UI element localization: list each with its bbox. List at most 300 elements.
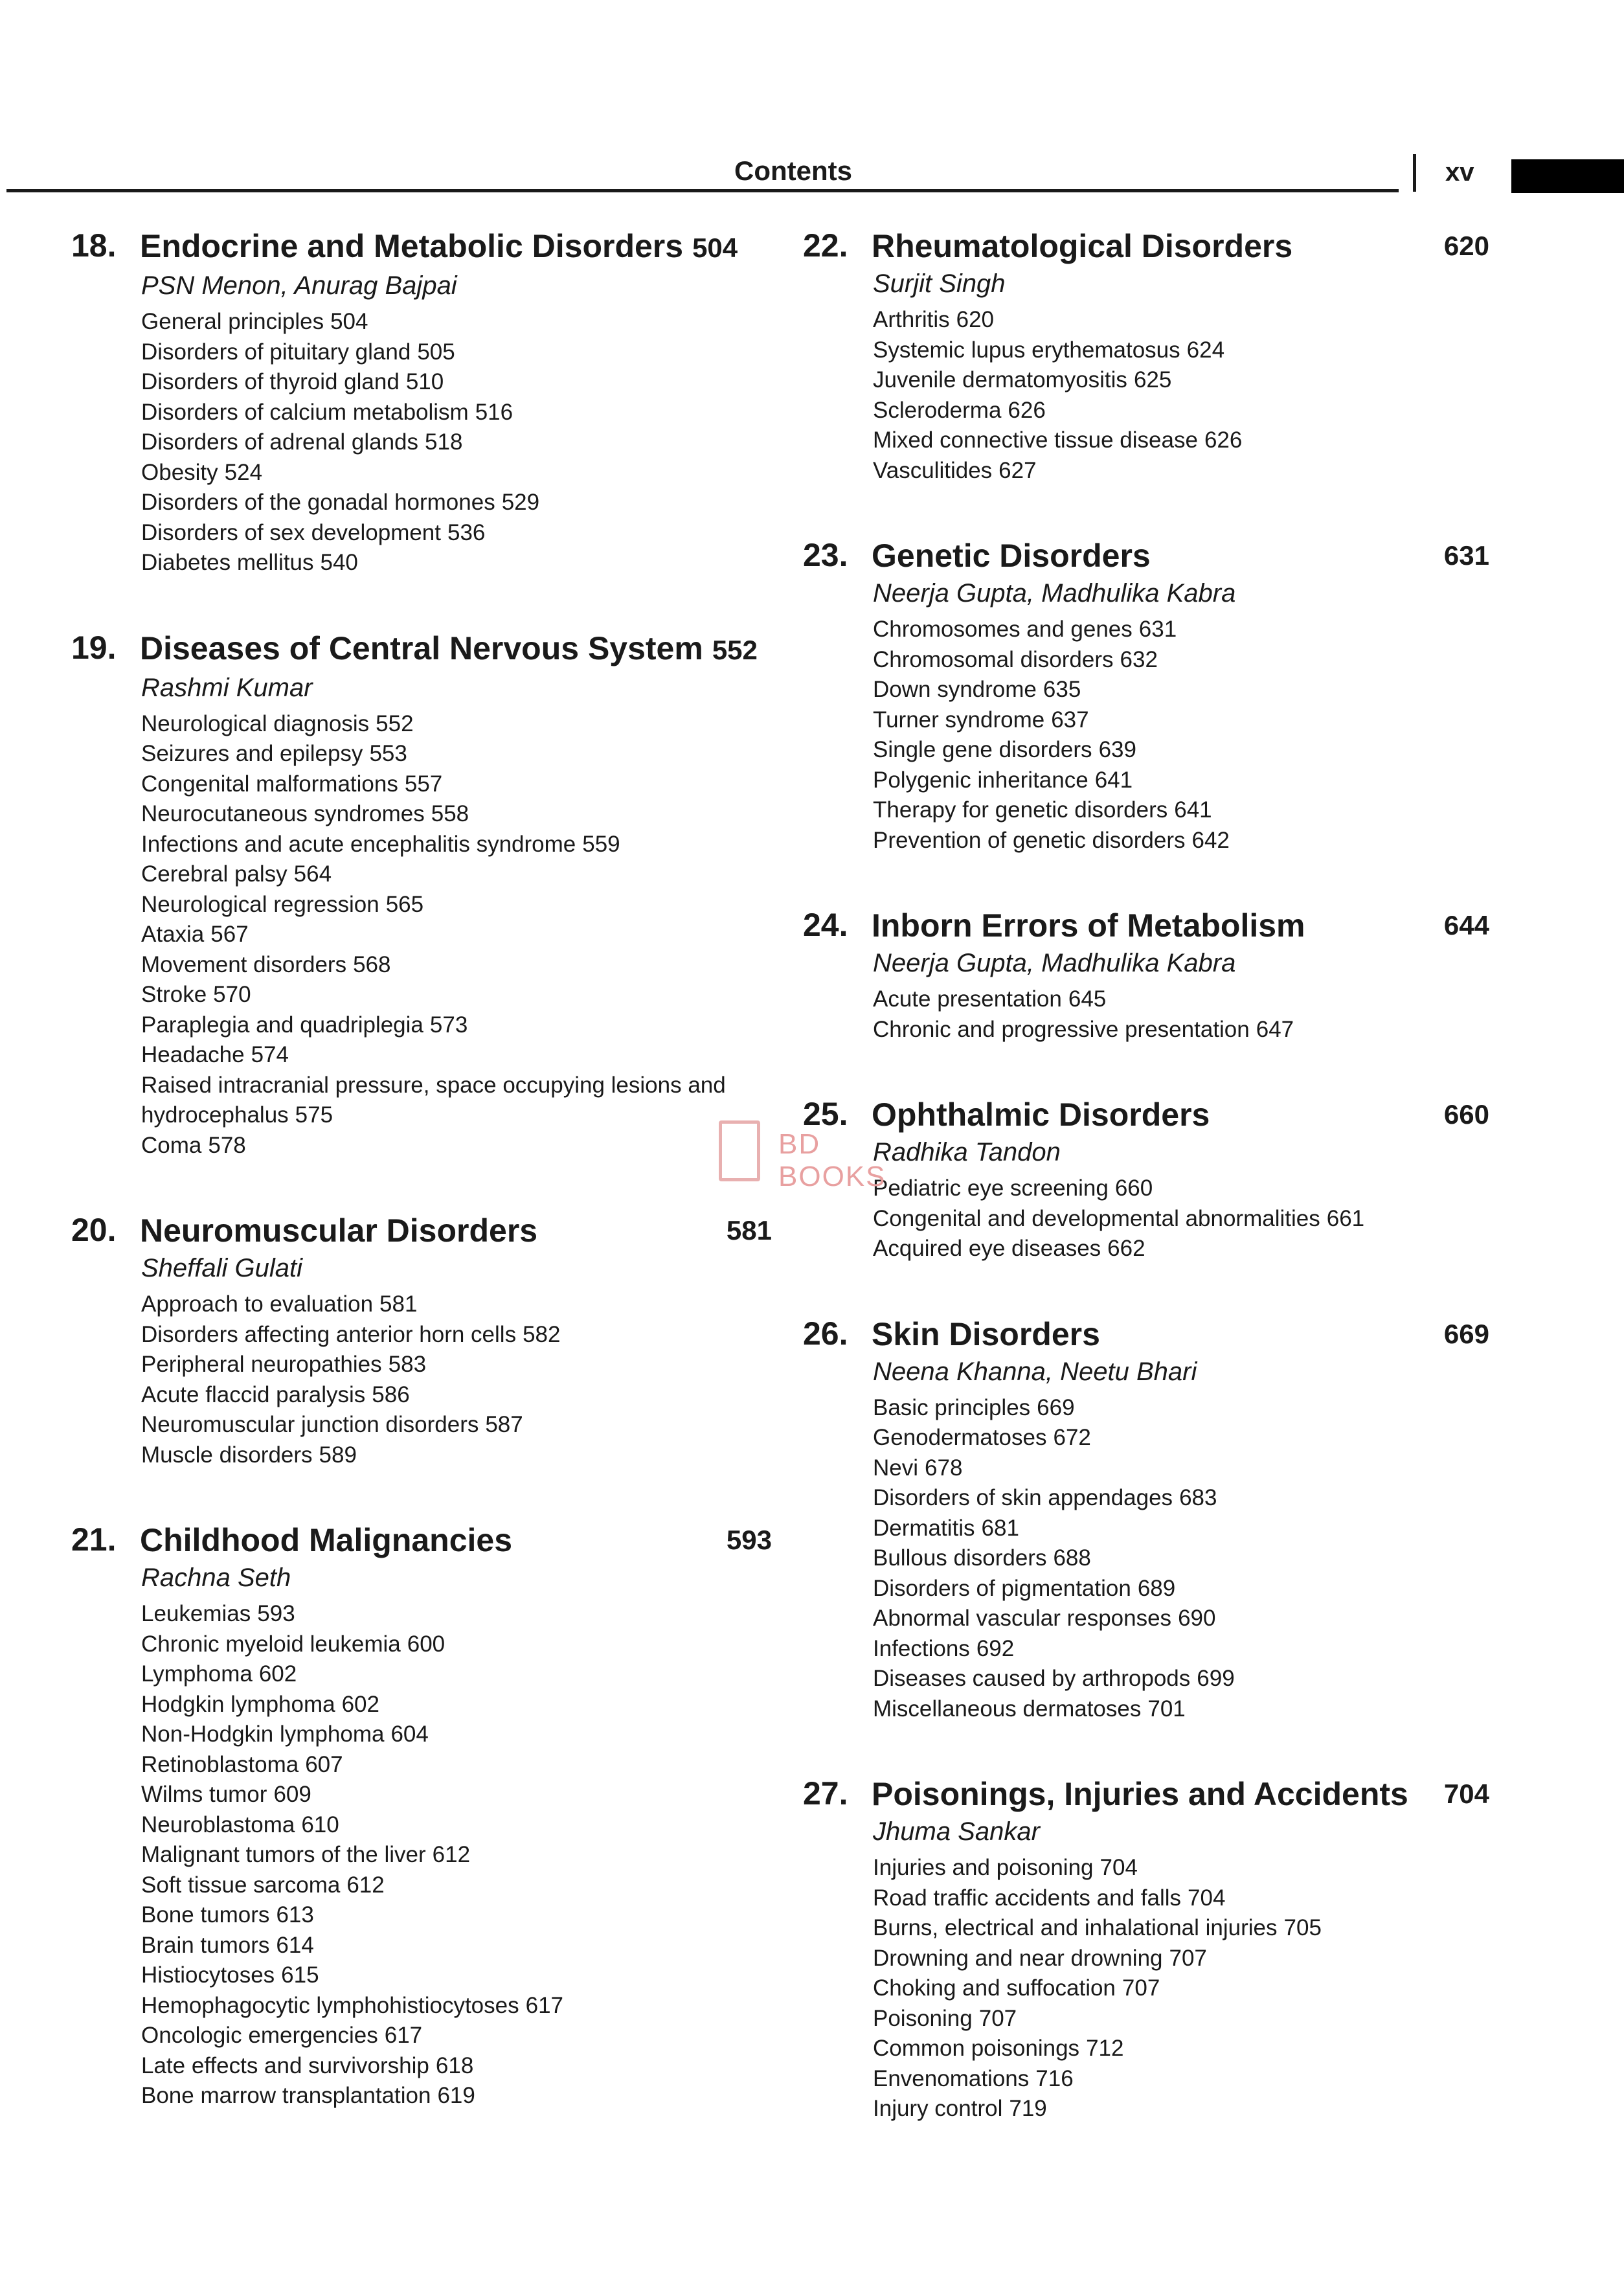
topic-item: [141, 1780, 772, 1810]
topic-title: Cerebral palsy: [141, 861, 288, 887]
chapter-number: 21.: [71, 1521, 117, 1558]
topic-title: Paraplegia and quadriplegia: [141, 1012, 423, 1038]
topic-item: [141, 980, 772, 1010]
topic-page: 707: [978, 2005, 1017, 2031]
topic-item: [141, 1599, 772, 1630]
topic-title: Neuroblastoma: [141, 1812, 295, 1837]
topic-page: 600: [407, 1631, 445, 1657]
topic-item: [873, 1514, 1489, 1544]
topic-page: 524: [224, 459, 263, 485]
topic-title: Infections and acute encephalitis syndrome: [141, 831, 576, 857]
contents-column-right: [803, 227, 1489, 2175]
topic-item: [141, 769, 772, 800]
chapter-page: 704: [1443, 1779, 1489, 1809]
topic-title: Dermatitis: [873, 1515, 975, 1541]
topic-title: Neuromuscular junction disorders: [141, 1412, 479, 1437]
topic-page: 570: [213, 982, 251, 1007]
thumb-tab: [1511, 159, 1624, 193]
topic-page: 672: [1053, 1425, 1091, 1450]
topic-title: Neurocutaneous syndromes: [141, 801, 425, 826]
chapter-page: 644: [1443, 910, 1489, 940]
topic-item: [141, 1810, 772, 1841]
topic-item: [873, 1853, 1489, 1883]
topic-list: [873, 615, 1489, 856]
chapter-entry: [71, 1521, 772, 2111]
chapter-authors: Neerja Gupta, Madhulika Kabra: [873, 949, 1236, 977]
topic-title: Envenomations: [873, 2065, 1030, 2091]
topic-title: Infections: [873, 1635, 970, 1661]
topic-title: Pediatric eye screening: [873, 1176, 1109, 1201]
topic-title: Approach to evaluation: [141, 1291, 374, 1317]
topic-item: [873, 1944, 1489, 1974]
topic-title: Hemophagocytic lymphohistiocytoses: [141, 1992, 519, 2018]
topic-item: [141, 1720, 772, 1750]
running-header-title: Contents: [734, 155, 852, 186]
topic-item: [141, 1750, 772, 1780]
topic-page: 619: [437, 2083, 475, 2108]
topic-page: 642: [1191, 827, 1230, 853]
topic-item: [141, 1840, 772, 1870]
chapter-entry: [803, 1095, 1489, 1264]
topic-title: Headache: [141, 1042, 245, 1067]
topic-list: [873, 1174, 1489, 1264]
topic-page: 567: [210, 922, 249, 947]
topic-title: Hodgkin lymphoma: [141, 1691, 335, 1717]
topic-item: [873, 766, 1489, 796]
chapter-number: 26.: [803, 1315, 848, 1352]
topic-item: [141, 337, 772, 368]
watermark: [719, 1115, 900, 1192]
topic-page: 607: [305, 1751, 343, 1777]
topic-title: Chromosomes and genes: [873, 617, 1133, 642]
topic-title: Bone tumors: [141, 1902, 270, 1927]
topic-item: [873, 1634, 1489, 1665]
topic-page: 558: [431, 801, 469, 826]
topic-item: [873, 1574, 1489, 1604]
chapter-heading: [803, 536, 1489, 575]
chapter-heading: [803, 1095, 1489, 1134]
chapter-number: 23.: [803, 537, 848, 573]
topic-item: [873, 456, 1489, 486]
topic-page: 552: [376, 710, 414, 736]
topic-title: Oncologic emergencies: [141, 2023, 378, 2048]
topic-item: [141, 1350, 772, 1380]
chapter-entry: [803, 906, 1489, 1045]
topic-item: [141, 859, 772, 890]
topic-page: 689: [1137, 1575, 1176, 1601]
topic-item: [141, 398, 772, 428]
topic-page: 704: [1100, 1855, 1138, 1880]
topic-item: [141, 1659, 772, 1690]
chapter-authors: Rachna Seth: [141, 1563, 291, 1592]
topic-title: Burns, electrical and inhalational injuries: [873, 1915, 1278, 1940]
chapter-entry: [803, 1775, 1489, 2124]
topic-page: 641: [1174, 797, 1212, 823]
topic-item: [141, 1870, 772, 1901]
topic-page: 681: [981, 1515, 1019, 1541]
topic-title: Late effects and survivorship: [141, 2052, 429, 2078]
topic-item: [141, 1131, 772, 1161]
topic-item: [141, 799, 772, 830]
topic-title: Neurological regression: [141, 891, 379, 917]
header-divider: [1413, 154, 1416, 192]
topic-item: [873, 735, 1489, 766]
topic-page: 564: [293, 861, 332, 887]
contents-column-left: [71, 227, 772, 2162]
topic-title: Injuries and poisoning: [873, 1855, 1094, 1880]
chapter-number: 25.: [803, 1096, 848, 1132]
topic-title: Disorders of pituitary gland: [141, 339, 411, 365]
chapter-heading: [803, 227, 1489, 266]
topic-page: 707: [1122, 1975, 1160, 2001]
topic-page: 704: [1188, 1885, 1226, 1911]
topic-title: Chromosomal disorders: [873, 646, 1114, 672]
topic-page: 559: [582, 831, 620, 857]
topic-page: 683: [1179, 1485, 1217, 1510]
topic-item: [873, 826, 1489, 856]
topic-page: 612: [346, 1872, 385, 1898]
chapter-heading: [71, 227, 772, 267]
topic-item: [141, 1931, 772, 1961]
topic-page: 631: [1138, 617, 1177, 642]
chapter-authors: Sheffali Gulati: [141, 1254, 303, 1282]
topic-title: Non-Hodgkin lymphoma: [141, 1722, 385, 1747]
chapter-entry: [71, 227, 772, 578]
topic-page: 637: [1051, 707, 1089, 733]
topic-title: Diabetes mellitus: [141, 550, 314, 575]
topic-page: 620: [956, 307, 995, 332]
topic-item: [873, 365, 1489, 396]
topic-page: 540: [320, 550, 358, 575]
topic-page: 635: [1043, 677, 1081, 702]
topic-page: 582: [523, 1321, 561, 1347]
topic-page: 518: [425, 429, 463, 455]
topic-title: Bone marrow transplantation: [141, 2083, 431, 2108]
topic-item: [141, 1440, 772, 1471]
topic-page: 612: [432, 1842, 471, 1867]
topic-title: Disorders of pigmentation: [873, 1575, 1131, 1601]
topic-title: Obesity: [141, 459, 218, 485]
topic-title: Road traffic accidents and falls: [873, 1885, 1182, 1911]
topic-item: [873, 305, 1489, 335]
chapter-page: 593: [726, 1525, 772, 1555]
chapter-title: Genetic Disorders: [872, 538, 1151, 574]
chapter-authors: Surjit Singh: [873, 269, 1006, 298]
topic-item: [873, 2034, 1489, 2064]
topic-page: 578: [208, 1132, 246, 1158]
topic-page: 557: [404, 771, 443, 797]
topic-title: Single gene disorders: [873, 737, 1092, 762]
topic-page: 719: [1009, 2096, 1047, 2121]
topic-page: 660: [1114, 1176, 1153, 1201]
topic-item: [873, 1393, 1489, 1424]
chapter-entry: [71, 1211, 772, 1470]
topic-item: [873, 2064, 1489, 2095]
topic-title: General principles: [141, 309, 324, 334]
topic-title: Soft tissue sarcoma: [141, 1872, 341, 1898]
topic-page: 632: [1120, 646, 1158, 672]
topic-title: Raised intracranial pressure, space occupying lesions and: [141, 1072, 726, 1098]
topic-page: 575: [295, 1102, 333, 1128]
topic-page: 553: [369, 741, 407, 766]
topic-page: 626: [1204, 427, 1243, 453]
topic-item: [141, 2081, 772, 2111]
topic-page: 602: [341, 1691, 379, 1717]
topic-page: 505: [417, 339, 455, 365]
topic-title: Disorders affecting anterior horn cells: [141, 1321, 517, 1347]
topic-item: [141, 739, 772, 769]
topic-item: [873, 1973, 1489, 2004]
topic-title: Therapy for genetic disorders: [873, 797, 1168, 823]
topic-page: 692: [976, 1635, 1015, 1661]
chapter-page: 669: [1443, 1318, 1489, 1349]
topic-item: [873, 1883, 1489, 1914]
topic-page: 589: [319, 1442, 357, 1468]
topic-list: [141, 709, 772, 1161]
topic-item: [141, 920, 772, 950]
topic-title: Injury control: [873, 2096, 1003, 2121]
topic-item: [873, 1204, 1489, 1234]
topic-title: Disorders of adrenal glands: [141, 429, 419, 455]
topic-item: [873, 426, 1489, 456]
chapter-number: 27.: [803, 1775, 848, 1812]
chapter-page: 631: [1443, 540, 1489, 571]
topic-item: [873, 615, 1489, 645]
topic-page: 699: [1197, 1666, 1235, 1691]
topic-title: Drowning and near drowning: [873, 1945, 1163, 1971]
topic-title: Stroke: [141, 982, 207, 1007]
topic-item: [873, 1694, 1489, 1725]
topic-item: [141, 518, 772, 549]
topic-title: Disorders of calcium metabolism: [141, 399, 469, 425]
chapter-entry: [803, 536, 1489, 856]
topic-title: Scleroderma: [873, 397, 1002, 423]
topic-title: Arthritis: [873, 307, 950, 332]
topic-list: [141, 1599, 772, 2111]
topic-item: [141, 548, 772, 578]
topic-title: Ataxia: [141, 922, 205, 947]
topic-title: Neurological diagnosis: [141, 710, 370, 736]
topic-item: [141, 1040, 772, 1071]
chapter-authors: Neerja Gupta, Madhulika Kabra: [873, 579, 1236, 608]
topic-page: 516: [475, 399, 513, 425]
chapter-number: 24.: [803, 907, 848, 943]
topic-title: Coma: [141, 1132, 202, 1158]
topic-item: [141, 890, 772, 920]
topic-page: 568: [353, 951, 391, 977]
topic-item: [141, 1410, 772, 1440]
chapter-title: Childhood Malignancies: [140, 1522, 513, 1558]
chapter-authors: Neena Khanna, Neetu Bhari: [873, 1357, 1197, 1386]
topic-title: Congenital and developmental abnormalities: [873, 1205, 1320, 1231]
topic-item: [873, 1913, 1489, 1944]
topic-title: Miscellaneous dermatoses: [873, 1696, 1142, 1722]
topic-item: [141, 1900, 772, 1931]
chapter-heading: [71, 1211, 772, 1250]
chapter-number: 18.: [71, 227, 117, 264]
topic-item: [141, 458, 772, 488]
topic-item: [873, 1604, 1489, 1634]
topic-title: Choking and suffocation: [873, 1975, 1116, 2001]
topic-page: 574: [251, 1042, 289, 1067]
topic-list: [873, 1853, 1489, 2124]
topic-title: Common poisonings: [873, 2036, 1080, 2061]
topic-item: [873, 1543, 1489, 1574]
topic-item: [141, 830, 772, 860]
chapter-number: 22.: [803, 227, 848, 264]
topic-list: [873, 984, 1489, 1045]
topic-title: Bullous disorders: [873, 1545, 1047, 1571]
topic-item: [873, 1174, 1489, 1204]
topic-page: 615: [281, 1962, 319, 1988]
chapter-authors: Jhuma Sankar: [873, 1817, 1040, 1846]
chapter-title: Inborn Errors of Metabolism: [872, 907, 1305, 944]
topic-page: 639: [1098, 737, 1136, 762]
chapter-entry: [71, 629, 772, 1161]
chapter-title: Ophthalmic Disorders: [872, 1097, 1210, 1133]
chapter-heading: [803, 906, 1489, 945]
topic-page: 618: [435, 2052, 474, 2078]
topic-title: Genodermatoses: [873, 1425, 1047, 1450]
topic-item: [873, 645, 1489, 676]
chapter-authors: Rashmi Kumar: [141, 673, 313, 702]
topic-page: 678: [925, 1455, 963, 1481]
topic-page: 614: [276, 1932, 314, 1958]
topic-title: Chronic myeloid leukemia: [141, 1631, 401, 1657]
topic-title: Vasculitides: [873, 457, 993, 483]
book-icon: [719, 1120, 760, 1181]
topic-title: Disorders of sex development: [141, 519, 441, 545]
topic-item: [141, 709, 772, 740]
topic-page: 661: [1326, 1205, 1365, 1231]
topic-title: Mixed connective tissue disease: [873, 427, 1198, 453]
chapter-authors: PSN Menon, Anurag Bajpai: [141, 271, 457, 300]
topic-page: 529: [501, 490, 540, 515]
topic-page: 587: [485, 1412, 523, 1437]
chapter-entry: [803, 227, 1489, 486]
chapter-title: Rheumatological Disorders: [872, 228, 1293, 264]
topic-title: Acute flaccid paralysis: [141, 1381, 366, 1407]
topic-page: 586: [372, 1381, 410, 1407]
topic-item: [873, 1664, 1489, 1694]
topic-page: 617: [384, 2023, 423, 2048]
topic-title: Acquired eye diseases: [873, 1236, 1101, 1261]
topic-title: Juvenile dermatomyositis: [873, 367, 1127, 392]
topic-title: Systemic lupus erythematosus: [873, 337, 1180, 363]
topic-item: [141, 2051, 772, 2082]
topic-item: [141, 1380, 772, 1411]
topic-item: [141, 2021, 772, 2051]
topic-item: [873, 795, 1489, 826]
chapter-title: Neuromuscular Disorders: [140, 1212, 538, 1249]
chapter-heading: [71, 629, 772, 670]
topic-title: Prevention of genetic disorders: [873, 827, 1186, 853]
chapter-page: 504: [692, 233, 738, 263]
topic-item: [873, 1015, 1489, 1045]
topic-item: [873, 984, 1489, 1015]
topic-page: 690: [1178, 1606, 1216, 1631]
topic-title: Malignant tumors of the liver: [141, 1842, 426, 1867]
topic-page: 669: [1037, 1394, 1075, 1420]
topic-title: Disorders of thyroid gland: [141, 369, 400, 394]
chapter-number: 20.: [71, 1212, 117, 1248]
topic-item: [873, 675, 1489, 705]
chapter-page: 552: [712, 634, 758, 665]
topic-page: 604: [390, 1722, 429, 1747]
topic-item: [141, 950, 772, 981]
topic-page: 573: [429, 1012, 468, 1038]
topic-title: Movement disorders: [141, 951, 347, 977]
page-number: xv: [1445, 158, 1474, 187]
topic-page: 613: [276, 1902, 314, 1927]
topic-item: [873, 335, 1489, 366]
topic-item: [141, 427, 772, 458]
topic-title: Acute presentation: [873, 986, 1062, 1012]
topic-title: Chronic and progressive presentation: [873, 1016, 1250, 1042]
topic-item: [141, 1071, 772, 1101]
topic-list: [141, 307, 772, 578]
chapter-number: 19.: [71, 629, 117, 666]
topic-title: Diseases caused by arthropods: [873, 1666, 1191, 1691]
topic-page: 705: [1283, 1915, 1322, 1940]
chapter-title-text: Endocrine and Metabolic Disorders: [140, 228, 684, 264]
topic-title: Leukemias: [141, 1601, 251, 1626]
chapter-title-text: Diseases of Central Nervous System: [140, 630, 703, 666]
topic-page: 593: [257, 1601, 295, 1626]
chapter-heading: [71, 1521, 772, 1560]
topic-page: 536: [447, 519, 486, 545]
topic-title: Down syndrome: [873, 677, 1037, 702]
topic-title: Lymphoma: [141, 1661, 253, 1687]
topic-title: Abnormal vascular responses: [873, 1606, 1172, 1631]
topic-item: [873, 1423, 1489, 1453]
topic-page: 617: [525, 1992, 564, 2018]
topic-title: Histiocytoses: [141, 1962, 275, 1988]
chapter-entry: [803, 1315, 1489, 1725]
topic-title: Poisoning: [873, 2005, 973, 2031]
topic-page: 625: [1133, 367, 1172, 392]
topic-page: 583: [388, 1352, 427, 1377]
topic-item: [141, 367, 772, 398]
topic-item: [141, 1690, 772, 1720]
topic-item: [141, 1630, 772, 1660]
topic-list: [141, 1290, 772, 1470]
topic-item: [873, 705, 1489, 736]
topic-item: [141, 1991, 772, 2021]
topic-page: 510: [405, 369, 444, 394]
topic-page: 624: [1186, 337, 1225, 363]
topic-page: 627: [998, 457, 1037, 483]
topic-title: Nevi: [873, 1455, 919, 1481]
topic-item: [141, 1320, 772, 1350]
topic-page: 565: [385, 891, 424, 917]
topic-title: Wilms tumor: [141, 1782, 267, 1807]
chapter-title: [140, 629, 772, 670]
topic-item: [141, 1961, 772, 1991]
topic-page: 716: [1035, 2065, 1074, 2091]
topic-title: Congenital malformations: [141, 771, 398, 797]
chapter-page: 620: [1443, 231, 1489, 261]
topic-page: 641: [1094, 767, 1133, 793]
chapter-heading: [803, 1315, 1489, 1354]
topic-item: [873, 1483, 1489, 1514]
topic-title: Brain tumors: [141, 1932, 270, 1958]
topic-page: 701: [1147, 1696, 1186, 1722]
topic-title: hydrocephalus: [141, 1102, 289, 1128]
topic-title: Turner syndrome: [873, 707, 1045, 733]
topic-title: Basic principles: [873, 1394, 1031, 1420]
topic-item: [873, 1234, 1489, 1264]
